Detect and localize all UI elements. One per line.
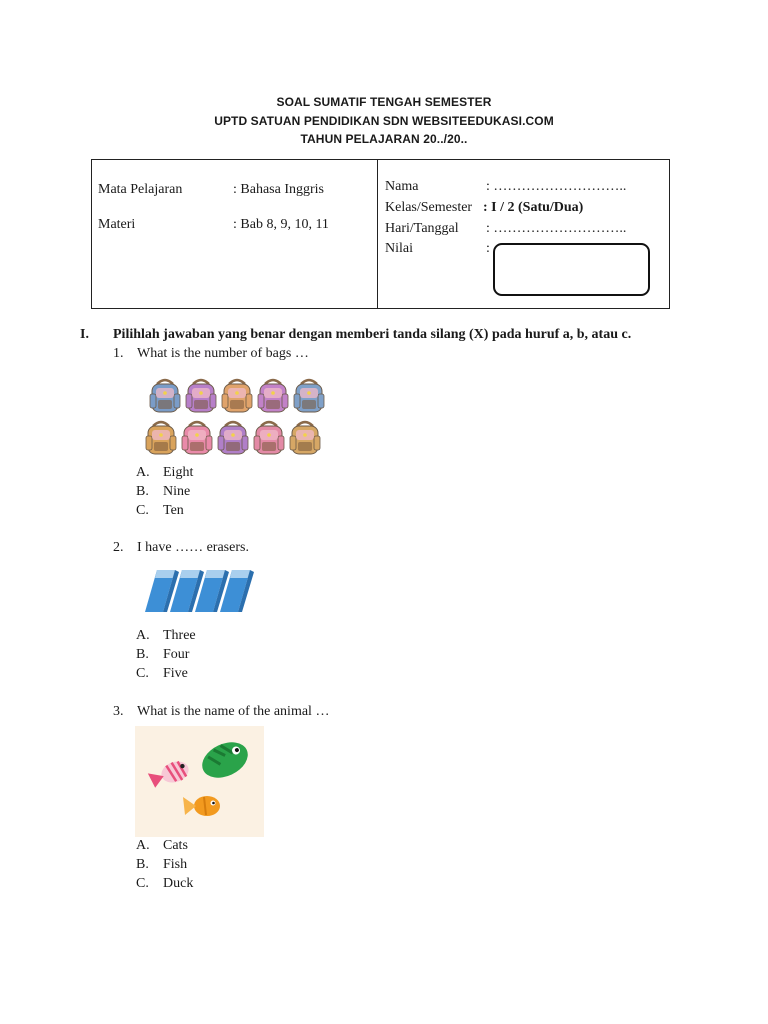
backpack-icon xyxy=(290,422,320,454)
option-3c[interactable]: C. Duck xyxy=(136,876,194,891)
question-1 xyxy=(113,346,309,362)
question-text: I have …… erasers. xyxy=(137,540,249,555)
option-3b[interactable]: B. Fish xyxy=(136,857,188,872)
question-3 xyxy=(113,704,329,720)
erasers-image xyxy=(143,566,255,614)
header-year: TAHUN PELAJARAN 20../20.. xyxy=(300,132,468,146)
question-number: 1. xyxy=(113,346,124,361)
name-field[interactable]: : ……………………….. xyxy=(486,179,627,194)
backpack-icon xyxy=(222,380,252,412)
class-semester-label: Kelas/Semester xyxy=(385,200,473,215)
backpack-icon xyxy=(218,422,248,454)
score-label: Nilai xyxy=(385,241,413,256)
section-instruction-text: Pilihlah jawaban yang benar dengan memberi tanda silang (X) pada huruf a, b, atau c. xyxy=(113,327,632,342)
date-label: Hari/Tanggal xyxy=(385,221,459,236)
score-box[interactable] xyxy=(493,243,650,296)
header-title: SOAL SUMATIF TENGAH SEMESTER xyxy=(276,95,492,109)
materi-value: : Bab 8, 9, 10, 11 xyxy=(233,217,329,232)
backpack-icon xyxy=(254,422,284,454)
backpack-icon xyxy=(150,380,180,412)
question-number: 3. xyxy=(113,704,124,719)
subject-label: Mata Pelajaran xyxy=(98,182,183,197)
option-2b[interactable]: B. Four xyxy=(136,647,190,662)
class-semester-value: : I / 2 (Satu/Dua) xyxy=(483,200,584,215)
backpack-icon xyxy=(294,380,324,412)
name-label: Nama xyxy=(385,179,419,194)
section-instruction xyxy=(80,327,631,343)
backpack-icon xyxy=(186,380,216,412)
backpack-icon xyxy=(182,422,212,454)
option-1a[interactable]: A. Eight xyxy=(136,465,194,480)
question-2 xyxy=(113,540,249,556)
section-number: I. xyxy=(80,327,89,342)
exam-header xyxy=(0,93,768,149)
score-colon: : xyxy=(486,241,490,256)
student-info-box xyxy=(91,159,670,309)
question-text: What is the number of bags … xyxy=(137,346,309,361)
option-1c[interactable]: C. Ten xyxy=(136,503,184,518)
materi-label: Materi xyxy=(98,217,136,232)
backpack-icon xyxy=(258,380,288,412)
header-school: UPTD SATUAN PENDIDIKAN SDN WEBSITEEDUKASI.COM xyxy=(214,113,554,128)
option-2a[interactable]: A. Three xyxy=(136,628,196,643)
subject-value: : Bahasa Inggris xyxy=(233,182,324,197)
backpack-icon xyxy=(146,422,176,454)
option-1b[interactable]: B. Nine xyxy=(136,484,191,499)
date-field[interactable]: : ……………………….. xyxy=(486,221,627,236)
bags-image xyxy=(143,374,329,458)
option-3a[interactable]: A. Cats xyxy=(136,838,188,853)
info-divider xyxy=(377,160,378,308)
question-number: 2. xyxy=(113,540,124,555)
question-text: What is the name of the animal … xyxy=(137,704,330,719)
fish-image xyxy=(135,726,264,837)
option-2c[interactable]: C. Five xyxy=(136,666,188,681)
